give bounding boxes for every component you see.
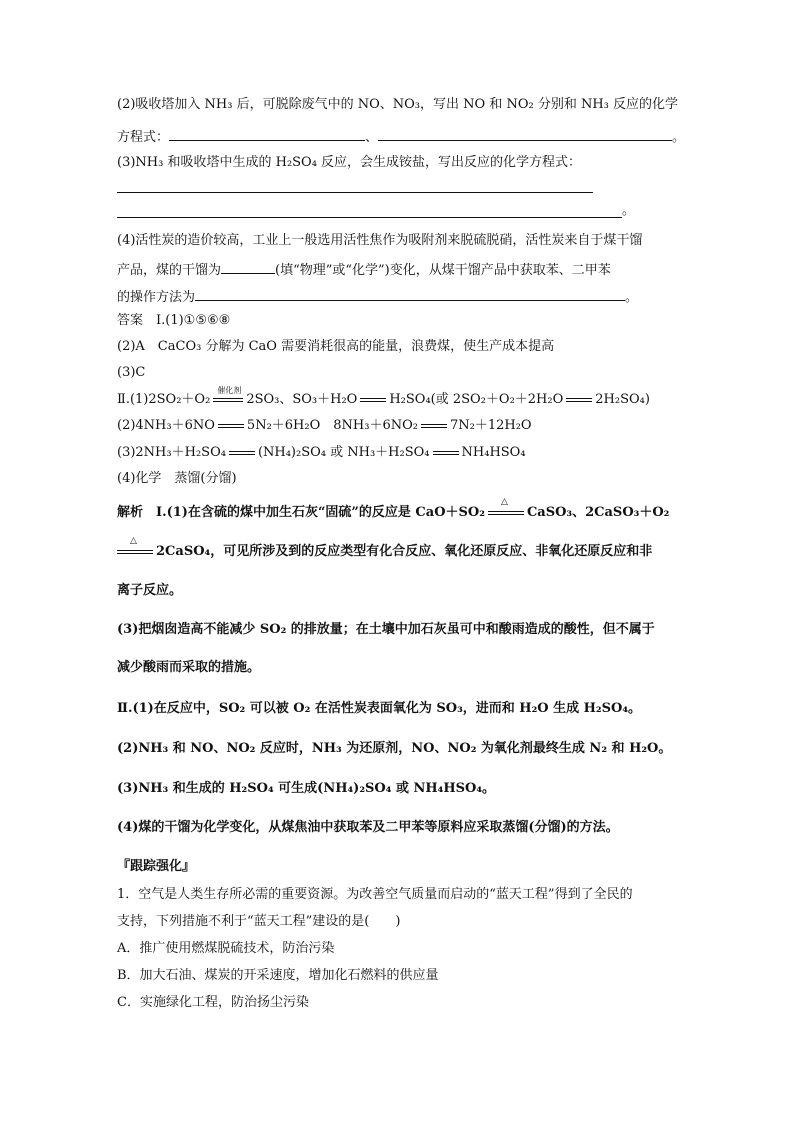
q3-answer-line-2[interactable]	[117, 217, 622, 218]
answer-header: 答案 Ⅰ.(1)①⑤⑥⑧	[117, 313, 231, 328]
equals-sign	[229, 448, 255, 458]
followup-q1-line2: 支持，下列措施不利于“蓝天工程”建设的是( )	[117, 914, 401, 929]
answer-ii-3	[117, 444, 526, 462]
answer-ii-2	[117, 417, 532, 435]
q3-end: 。	[622, 203, 636, 218]
analysis-line-4: (3)把烟囱造高不能减少 SO₂ 的排放量；在土壤中加石灰虽可中和酸雨造成的酸性，但不属于	[117, 622, 655, 637]
analysis-line-1	[117, 496, 670, 522]
q2-text-line1: (2)吸收塔加入 NH₃ 后，可脱除废气中的 NO、NO₃，写出 NO 和 NO₂ 分别和 NH₃ 反应的化学	[117, 97, 679, 112]
option-b[interactable]: B．加大石油、煤炭的开采速度，增加化石燃料的供应量	[117, 968, 439, 983]
answer-ii-1-part-d: 2H₂SO₄)	[595, 392, 650, 407]
q3-answer-line-1[interactable]	[117, 192, 593, 193]
q4-text-line1: (4)活性炭的造价较高，工业上一般选用活性焦作为吸附剂来脱硫脱硝，活性炭来自于煤干馏	[117, 233, 643, 248]
answer-ii-3-part-c: NH₄HSO₄	[461, 445, 526, 460]
analysis-line-2-b: 2CaSO₄，可见所涉及到的反应类型有化合反应、氧化还原反应、非氧化还原反应和非	[156, 544, 653, 559]
equals-sign	[566, 395, 592, 405]
q4-text-line3	[117, 286, 638, 307]
followup-title-text: 跟踪强化	[130, 859, 183, 874]
analysis-line-6: Ⅱ.(1)在反应中，SO₂ 可以被 O₂ 在活性炭表面氧化为 SO₃，进而和 H₂O 生成 H₂SO₄。	[117, 701, 642, 716]
option-a[interactable]: A．推广使用燃煤脱硫技术，防治污染	[117, 941, 335, 956]
answer-ii-1-part-a: Ⅱ.(1)2SO₂＋O₂	[117, 392, 211, 407]
q4-line3-end: 。	[625, 290, 639, 305]
heat-symbol: △	[500, 496, 508, 507]
heat-symbol: △	[130, 535, 137, 546]
catalyst-condition: 催化剂	[217, 385, 242, 395]
q4-line3-start: 的操作方法为	[117, 290, 196, 305]
answer-ii-1-part-c: H₂SO₄(或 2SO₂＋O₂＋2H₂O	[389, 392, 564, 407]
bracket-right-icon: 』	[182, 859, 196, 874]
q4-answer-blank-1[interactable]	[221, 259, 275, 274]
answer-ii-2-part-b: 5N₂＋6H₂O 8NH₃＋6NO₂	[246, 418, 418, 433]
q2-end: 。	[672, 130, 686, 145]
q4-line2-start: 产品，煤的干馏为	[117, 263, 222, 278]
option-c[interactable]: C．实施绿化工程，防治扬尘污染	[117, 995, 309, 1010]
analysis-line-2	[117, 535, 653, 561]
q3-text: (3)NH₃ 和吸收塔中生成的 H₂SO₄ 反应，会生成铵盐，写出反应的化学方程式：	[117, 155, 582, 170]
equals-sign	[433, 448, 459, 458]
analysis-line-8: (3)NH₃ 和生成的 H₂SO₄ 可生成(NH₄)₂SO₄ 或 NH₄HSO₄。	[117, 781, 496, 796]
q2-prefix: 方程式：	[117, 130, 170, 145]
equals-sign	[360, 395, 386, 405]
answer-ii-2-part-c: 7N₂＋12H₂O	[449, 418, 532, 433]
answer-ii-3-part-a: (3)2NH₃＋H₂SO₄	[117, 445, 226, 460]
equilibrium-sign	[213, 385, 243, 405]
analysis-line-9: (4)煤的干馏为化学变化，从煤焦油中获取苯及二甲苯等原料应采取蒸馏(分馏)的方法。	[117, 820, 619, 835]
analysis-line-1-b: CaSO₃、2CaSO₃＋O₂	[526, 505, 670, 520]
answer-ii-1	[117, 385, 650, 409]
answer-ii-1-part-b: 2SO₃、SO₃＋H₂O	[246, 392, 358, 407]
q4-answer-blank-2[interactable]	[195, 286, 625, 301]
analysis-line-1-a: 解析 Ⅰ.(1)在含硫的煤中加生石灰“固硫”的反应是 CaO＋SO₂	[117, 505, 485, 520]
followup-title	[117, 858, 195, 876]
q4-text-line2	[117, 259, 611, 280]
heating-equals-sign	[117, 535, 153, 557]
equals-sign	[218, 421, 244, 431]
q2-text-line2	[117, 126, 685, 147]
followup-q1-line1: 1．空气是人类生存所必需的重要资源。为改善空气质量而启动的“蓝天工程”得到了全民的	[117, 887, 633, 902]
analysis-line-3: 离子反应。	[117, 583, 183, 598]
answer-3: (3)C	[117, 365, 146, 380]
answer-ii-3-part-b: (NH₄)₂SO₄ 或 NH₃＋H₂SO₄	[257, 445, 430, 460]
q2-separator: 、	[365, 130, 379, 145]
answer-ii-2-part-a: (2)4NH₃＋6NO	[117, 418, 215, 433]
bracket-left-icon: 『	[117, 859, 131, 874]
q2-answer-blank-1[interactable]	[169, 126, 365, 141]
analysis-line-7: (2)NH₃ 和 NO、NO₂ 反应时，NH₃ 为还原剂，NO、NO₂ 为氧化剂最终生成 N₂ 和 H₂O。	[117, 741, 672, 756]
answer-2: (2)A CaCO₃ 分解为 CaO 需要消耗很高的能量，浪费煤，使生产成本提高	[117, 339, 555, 354]
q4-line2-end: (填“物理”或“化学”)变化，从煤干馏产品中获取苯、二甲苯	[275, 263, 611, 278]
heating-equals-sign	[488, 496, 524, 518]
q2-answer-blank-2[interactable]	[378, 126, 672, 141]
analysis-line-5: 减少酸雨而采取的措施。	[117, 660, 261, 675]
equals-sign	[421, 421, 447, 431]
answer-ii-4: (4)化学 蒸馏(分馏)	[117, 471, 237, 486]
